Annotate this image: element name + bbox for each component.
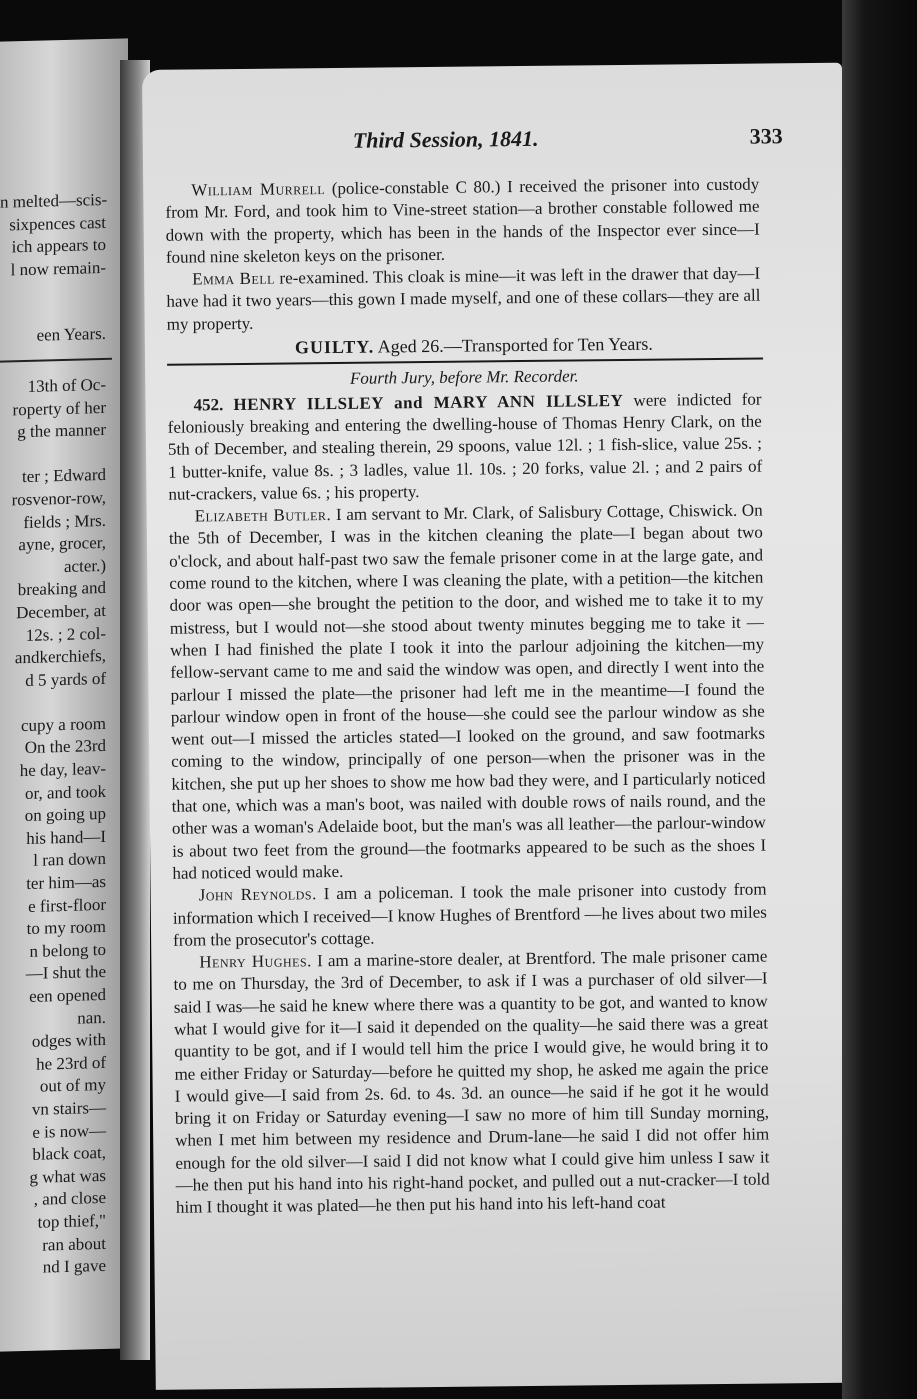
left-line: On the 23rd — [24, 736, 106, 758]
case-number: 452. — [193, 394, 224, 415]
left-line: andkerchiefs, — [14, 645, 106, 668]
testimony-text: I am servant to Mr. Clark, of Salisbury Cottage, Chiswick. On the 5th of December, I was in the kitchen cleaning the plate—I began about two o'clock, and about half-past two saw the female prisoner come in at the large gate, and come round to the kitchen, where I was cleaning the plate, with a petition—the kitchen door was open—she brought the petition to the door, and wished me to take it to my mistress, but I would not—she stood about twenty minutes begging me to take it —when I had finished the plate I took it into the parlour adjoining the kitchen—my fellow-servant came to me and said the window was open, and directly I went into the parlour I missed the plate—the prisoner had left me in the meantime—I found the parlour window open in front of the house—she could see the parlour window as she went out—I missed the articles stated—I looked on the ground, and saw footmarks coming to the window, principally of one person—when the prisoner was in the kitchen, she put up her shoes to show me how bad they were, and I particularly noticed that one, which was a man's boot, was nailed with double rows of nails round, and the other was a woman's Adelaide boot, but the man's was all leather—the parlour-window is about two feet from the ground—the footmarks appeared to be such as the shoes I had noticed would make. — [168, 500, 767, 883]
left-line: nan. — [77, 1007, 106, 1028]
left-line: l now remain- — [10, 257, 106, 280]
left-line: nd I gave — [42, 1256, 106, 1277]
testimony-text: (police-constable C 80.) I received the prisoner into custody from Mr. Ford, and took him to Vine-street station—a brother constable followed me down with the property, which has been in the hands of the Inspector ever since—I found nine skeleton keys on the prisoner. — [165, 174, 760, 267]
left-line: e first-floor — [28, 894, 106, 916]
speaker-name: Henry Hughes. — [199, 951, 312, 972]
speaker-name: William Murrell — [191, 179, 326, 200]
left-line: black coat, — [32, 1143, 106, 1164]
left-line: cupy a room — [21, 713, 106, 736]
page-number: 333 — [749, 123, 783, 149]
verdict-label: GUILTY. — [294, 336, 375, 358]
left-line: n belong to — [29, 939, 106, 961]
left-line: on going up — [24, 804, 106, 826]
left-page-rule — [0, 358, 112, 363]
left-line: rosvenor-row, — [11, 487, 106, 510]
page-header — [143, 123, 843, 160]
left-line: top thief," — [37, 1210, 106, 1232]
left-line: ayne, grocer, — [18, 533, 106, 555]
testimony-paragraph — [166, 263, 761, 336]
left-line — [0, 442, 110, 467]
left-line — [0, 690, 110, 715]
left-line: or, and took — [25, 781, 106, 803]
left-line: out of my — [39, 1075, 106, 1097]
left-line: he day, leav- — [19, 758, 106, 781]
testimony-paragraph — [169, 500, 767, 885]
left-line: roperty of her — [12, 397, 106, 419]
indictment-text: were indicted for feloniously breaking and entering the dwelling-house of Thomas Henry Clark, on the 5th of December, and stealing therein, 29 spoons, value 12l. ; 1 fish-slice, value 25s. ; 1 butter-knife, value 8s. ; 3 ladles, value 1l. 10s. ; 20 forks, value 2l. ; and 2 pairs of nut-crackers, value 6s. ; his property. — [167, 389, 763, 504]
left-line: g what was — [29, 1165, 106, 1187]
left-line: ter him—as — [26, 871, 106, 894]
indictment-paragraph — [167, 388, 762, 506]
dark-background-edge — [842, 0, 917, 1399]
speaker-name: John Reynolds. — [198, 884, 317, 905]
verdict — [167, 332, 761, 361]
speaker-name: Emma Bell — [192, 268, 276, 289]
defendant-names: HENRY ILLSLEY and MARY ANN ILLSLEY — [233, 390, 624, 414]
left-line: ter ; Edward — [21, 465, 106, 487]
left-line: odges with — [31, 1030, 106, 1052]
left-line: ich appears to — [11, 235, 106, 257]
left-page — [0, 38, 128, 1351]
testimony-paragraph — [173, 879, 768, 952]
left-line: fields ; Mrs. — [23, 510, 106, 532]
left-line: een Years. — [36, 324, 106, 346]
running-title: Third Session, 1841. — [352, 125, 539, 153]
left-line: e is now— — [32, 1120, 106, 1142]
left-line: his hand—I — [26, 826, 106, 848]
testimony-paragraph — [173, 946, 770, 1220]
court-heading: Fourth Jury, before Mr. Recorder. — [349, 366, 579, 389]
left-line: —I shut the — [25, 962, 106, 984]
body-text — [165, 174, 770, 1220]
speaker-name: Elizabeth Butler. — [194, 505, 332, 526]
right-page — [142, 63, 856, 1390]
left-line: ran about — [42, 1233, 106, 1255]
left-line: een opened — [29, 984, 106, 1006]
testimony-paragraph — [165, 174, 760, 269]
left-line: breaking and — [17, 578, 106, 600]
sentence-text: Aged 26.—Transported for Ten Years. — [374, 333, 653, 357]
left-line: to my room — [26, 917, 106, 939]
left-line: acter.) — [64, 555, 106, 576]
left-line: l ran down — [33, 849, 106, 871]
left-page-text — [0, 189, 110, 1281]
left-line: December, at — [16, 600, 106, 623]
left-line: g the manner — [17, 420, 106, 442]
left-line: he 23rd of — [36, 1052, 106, 1074]
left-line: d 5 yards of — [25, 668, 106, 690]
left-line: vn stairs— — [31, 1097, 106, 1119]
left-line: n melted—scis- — [0, 189, 108, 212]
testimony-text: re-examined. This cloak is mine—it was left in the drawer that day—I have had it two years—this gown I made myself, and one of these collars—they are all my property. — [166, 263, 761, 334]
left-line: 13th of Oc- — [27, 374, 106, 396]
testimony-text: I am a marine-store dealer, at Brentford. The male prisoner came to me on Thursday, the 3rd of December, to ask if I was a purchaser of old silver—I said I was—he said he knew where there was a quantity to be got, and wanted to know what I would give for it—I said it depended on the quality—he said there was a great quantity to be got, and if I would tell him the price I would give, he would bring it to me either Friday or Saturday—before he quitted my shop, he asked me again the price I would give—I said from 2s. 6d. to 4s. 3d. an ounce—he said if he got it he would bring it on Friday or Saturday evening—I saw no more of him till Sunday morning, when I met him between my residence and Drum-lane—he said I did not offer him enough for the old silver—I said I did not know what I could give him unless I saw it—he then put his hand into his right-hand pocket, and pulled out a nut-cracker—I told him I thought it was plated—he then put his hand into his left-hand coat — [173, 946, 770, 1218]
left-line: 12s. ; 2 col- — [25, 623, 106, 645]
left-line: , and close — [33, 1188, 106, 1210]
left-line: sixpences cast — [9, 212, 106, 235]
testimony-text: I am a policeman. I took the male prisoner into custody from information which I received—I know Hughes of Brentford —he lives about two miles from the prosecutor's cottage. — [172, 879, 767, 950]
